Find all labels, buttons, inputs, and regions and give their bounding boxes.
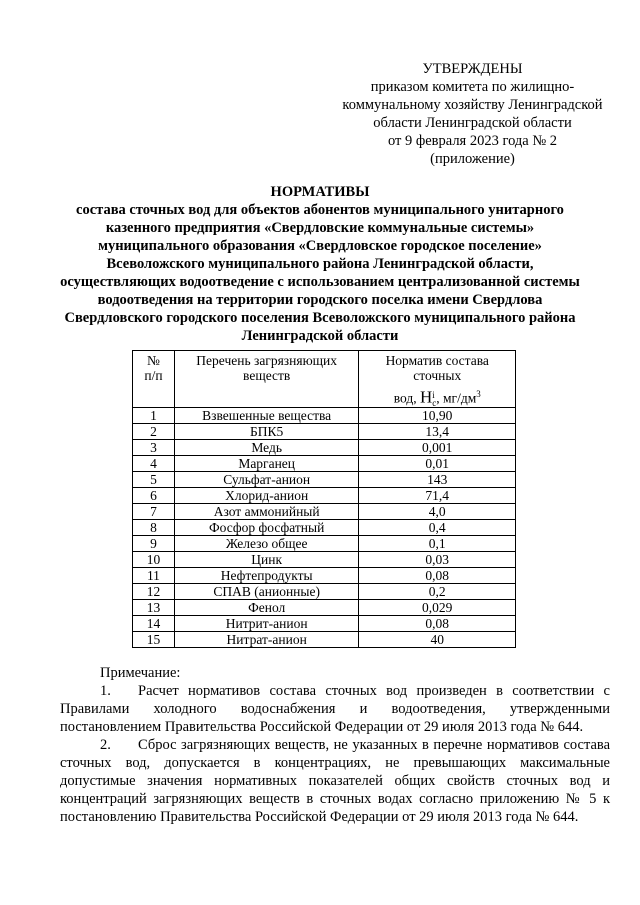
row-value: 4,0 bbox=[359, 504, 516, 520]
row-substance: Азот аммонийный bbox=[174, 504, 359, 520]
table-row bbox=[133, 552, 516, 568]
row-value: 40 bbox=[359, 632, 516, 648]
notes-heading: Примечание: bbox=[100, 665, 181, 681]
norms-table bbox=[132, 350, 516, 648]
approval-line: коммунальному хозяйству Ленинградской bbox=[342, 97, 603, 113]
table-row bbox=[133, 568, 516, 584]
header-norm-symbol: Н bbox=[419, 387, 433, 407]
approval-line: приказом комитета по жилищно- bbox=[370, 79, 575, 95]
note-text: Сброс загрязняющих веществ, не указанных в перечне нормативов состава сточных вод, допускается в концентрациях, не превышающих максимальные допустимые значения нормативных показателей общих свойств сточных вод и концентраций загрязняющих веществ в сточных водах согласно приложению № 5 к постановлению Правительства Российской Федерации от 29 июля 2013 года № 644. bbox=[60, 737, 610, 825]
row-substance: Хлорид-анион bbox=[174, 488, 359, 504]
row-value: 0,1 bbox=[359, 536, 516, 552]
row-number: 14 bbox=[133, 616, 175, 632]
table-row bbox=[133, 440, 516, 456]
row-number: 10 bbox=[133, 552, 175, 568]
table-row bbox=[133, 632, 516, 648]
approval-line: области Ленинградской области bbox=[373, 115, 572, 131]
table-row bbox=[133, 584, 516, 600]
header-norm-prefix: вод, bbox=[393, 390, 417, 406]
note-item bbox=[60, 736, 610, 826]
header-norm-sup: i bbox=[432, 390, 435, 401]
row-substance: Нефтепродукты bbox=[174, 568, 359, 584]
title-line: казенного предприятия «Свердловские коммунальные системы» bbox=[105, 220, 535, 236]
row-number: 4 bbox=[133, 456, 175, 472]
row-number: 2 bbox=[133, 424, 175, 440]
header-number bbox=[133, 351, 175, 408]
row-number: 15 bbox=[133, 632, 175, 648]
table-row bbox=[133, 520, 516, 536]
header-number-line: № bbox=[147, 353, 160, 368]
row-value: 71,4 bbox=[359, 488, 516, 504]
row-number: 5 bbox=[133, 472, 175, 488]
table-row bbox=[133, 456, 516, 472]
title-line: Всеволожского муниципального района Ленинградской области, bbox=[106, 256, 534, 272]
header-norm-unit: , мг/дм bbox=[436, 390, 477, 406]
approval-date: от 9 февраля 2023 года № 2 bbox=[387, 133, 558, 149]
row-substance: Нитрит-анион bbox=[174, 616, 359, 632]
title-heading: НОРМАТИВЫ bbox=[270, 184, 370, 200]
row-number: 9 bbox=[133, 536, 175, 552]
header-substance bbox=[174, 351, 359, 408]
approval-heading: УТВЕРЖДЕНЫ bbox=[422, 61, 523, 77]
row-substance: Нитрат-анион bbox=[174, 632, 359, 648]
row-number: 13 bbox=[133, 600, 175, 616]
row-value: 0,029 bbox=[359, 600, 516, 616]
header-norm-line: Норматив состава сточных bbox=[385, 353, 489, 383]
approval-stamp bbox=[335, 60, 610, 168]
row-substance: Железо общее bbox=[174, 536, 359, 552]
row-value: 143 bbox=[359, 472, 516, 488]
table-row bbox=[133, 616, 516, 632]
header-norm-sub: c bbox=[432, 398, 437, 409]
document-title bbox=[30, 183, 610, 345]
table-row bbox=[133, 504, 516, 520]
row-value: 0,2 bbox=[359, 584, 516, 600]
row-substance: Цинк bbox=[174, 552, 359, 568]
title-line: Ленинградской области bbox=[241, 328, 399, 344]
row-substance: Фенол bbox=[174, 600, 359, 616]
note-number: 2. bbox=[100, 737, 111, 753]
row-number: 1 bbox=[133, 408, 175, 424]
title-line: Свердловского городского поселения Всеволожского муниципального района bbox=[64, 310, 576, 326]
row-value: 0,01 bbox=[359, 456, 516, 472]
row-substance: Фосфор фосфатный bbox=[174, 520, 359, 536]
note-item bbox=[60, 682, 610, 736]
row-value: 10,90 bbox=[359, 408, 516, 424]
table-header-row bbox=[133, 351, 516, 408]
header-number-line: п/п bbox=[144, 368, 163, 383]
row-number: 6 bbox=[133, 488, 175, 504]
table-row bbox=[133, 536, 516, 552]
approval-line: (приложение) bbox=[430, 151, 515, 167]
notes-section bbox=[60, 664, 610, 826]
row-value: 0,001 bbox=[359, 440, 516, 456]
header-substance-line: Перечень загрязняющих bbox=[196, 353, 338, 368]
row-substance: Сульфат-анион bbox=[174, 472, 359, 488]
row-number: 12 bbox=[133, 584, 175, 600]
title-line: состава сточных вод для объектов абонентов муниципального унитарного bbox=[76, 202, 564, 218]
row-number: 7 bbox=[133, 504, 175, 520]
header-norm-unit-sup: 3 bbox=[476, 389, 481, 399]
note-number: 1. bbox=[100, 683, 111, 699]
table-row bbox=[133, 408, 516, 424]
row-value: 0,4 bbox=[359, 520, 516, 536]
header-norm-formula bbox=[362, 387, 512, 407]
row-number: 8 bbox=[133, 520, 175, 536]
row-substance: БПК5 bbox=[174, 424, 359, 440]
table-row bbox=[133, 424, 516, 440]
row-substance: СПАВ (анионные) bbox=[174, 584, 359, 600]
row-substance: Медь bbox=[174, 440, 359, 456]
title-line: муниципального образования «Свердловское городское поселение» bbox=[98, 238, 542, 254]
note-text: Расчет нормативов состава сточных вод произведен в соответствии с Правилами холодного водоснабжения и водоотведения, утвержденными постановлением Правительства Российской Федерации от 29 июля 2013 года № 644. bbox=[60, 683, 610, 735]
row-value: 0,03 bbox=[359, 552, 516, 568]
title-line: водоотведения на территории городского поселка имени Свердлова bbox=[97, 292, 543, 308]
row-value: 0,08 bbox=[359, 568, 516, 584]
table-row bbox=[133, 600, 516, 616]
header-norm bbox=[359, 351, 516, 408]
row-substance: Взвешенные вещества bbox=[174, 408, 359, 424]
row-value: 0,08 bbox=[359, 616, 516, 632]
table-row bbox=[133, 472, 516, 488]
row-value: 13,4 bbox=[359, 424, 516, 440]
title-line: осуществляющих водоотведение с использованием централизованной системы bbox=[60, 274, 580, 290]
header-substance-line: веществ bbox=[243, 368, 291, 383]
table-row bbox=[133, 488, 516, 504]
row-substance: Марганец bbox=[174, 456, 359, 472]
row-number: 11 bbox=[133, 568, 175, 584]
row-number: 3 bbox=[133, 440, 175, 456]
